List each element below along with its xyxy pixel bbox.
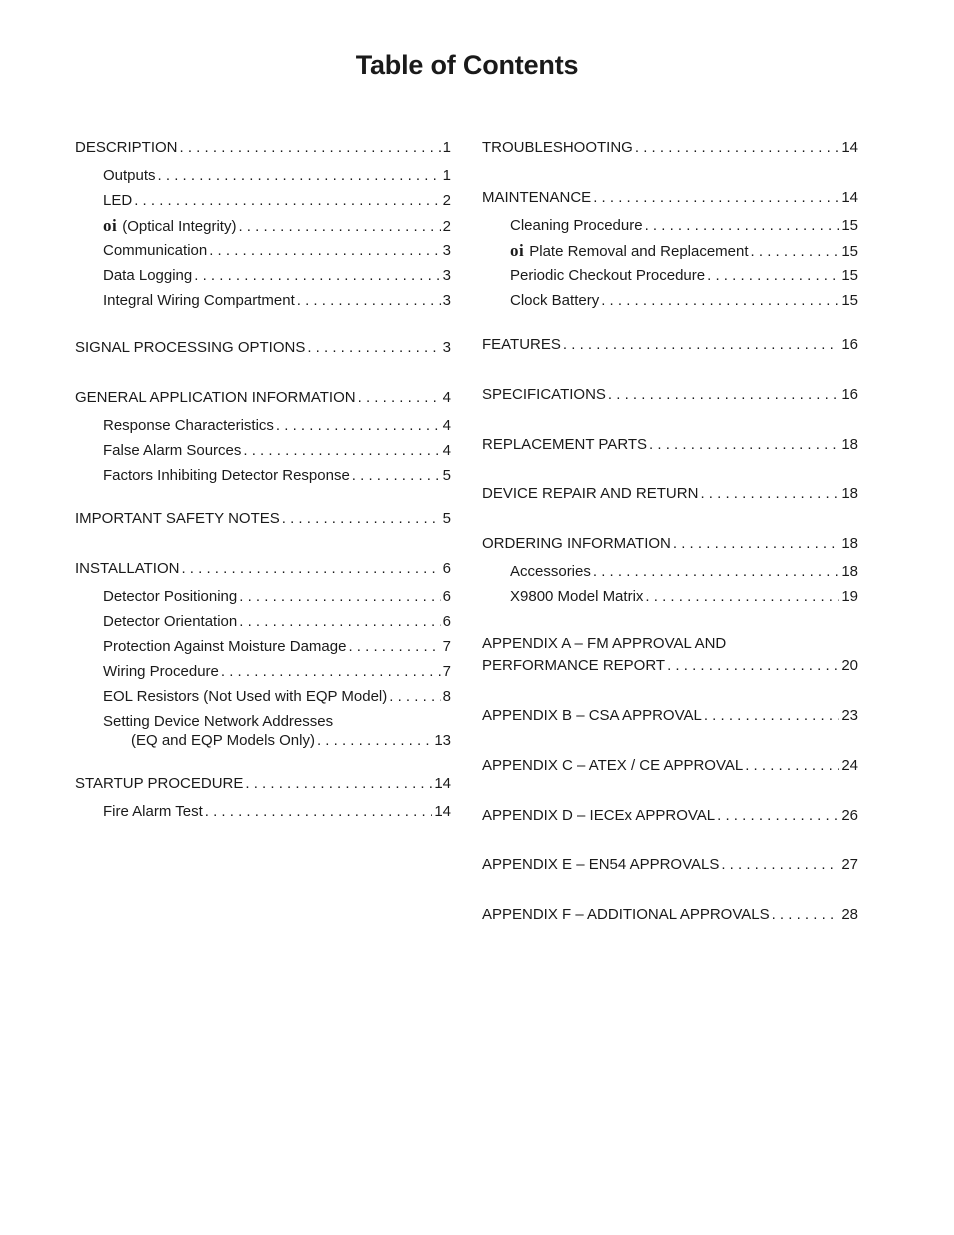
toc-entry-label: APPENDIX A – FM APPROVAL AND (482, 635, 727, 652)
toc-entry-clock-battery[interactable] (510, 291, 858, 311)
dot-leader (707, 266, 839, 286)
dot-leader (317, 731, 432, 751)
toc-entry-model-matrix[interactable] (510, 587, 858, 607)
toc-entry-appendix-c[interactable] (482, 756, 858, 776)
dot-leader (239, 587, 440, 607)
toc-entry-label: STARTUP PROCEDURE (75, 775, 244, 792)
toc-entry-label: DEVICE REPAIR AND RETURN (482, 485, 699, 502)
toc-entry-label: GENERAL APPLICATION INFORMATION (75, 389, 356, 406)
toc-entry-data-logging[interactable] (103, 266, 451, 286)
toc-entry-factors-inhibiting[interactable] (103, 466, 451, 486)
toc-entry-page: 2 (442, 218, 451, 235)
dot-leader (239, 612, 440, 632)
toc-entry-page: 3 (442, 242, 451, 259)
toc-entry-label: SIGNAL PROCESSING OPTIONS (75, 339, 306, 356)
toc-entry-periodic-checkout[interactable] (510, 266, 858, 286)
toc-entry-led[interactable] (103, 191, 451, 211)
toc-entry-description[interactable] (75, 138, 451, 158)
toc-entry-page: 15 (841, 217, 858, 234)
toc-entry-label: False Alarm Sources (103, 442, 242, 459)
toc-entry-page: 15 (841, 267, 858, 284)
dot-leader (700, 484, 839, 504)
toc-entry-label: Periodic Checkout Procedure (510, 267, 706, 284)
toc-entry-page: 16 (841, 386, 858, 403)
toc-entry-label: Protection Against Moisture Damage (103, 638, 347, 655)
toc-entry-communication[interactable] (103, 241, 451, 261)
toc-entry-network-addresses-cont[interactable] (131, 731, 451, 751)
dot-leader (751, 242, 840, 262)
dot-leader (205, 802, 433, 822)
toc-entry-label: Factors Inhibiting Detector Response (103, 467, 350, 484)
toc-entry-label: Integral Wiring Compartment (103, 292, 295, 309)
toc-entry-response-characteristics[interactable] (103, 416, 451, 436)
toc-entry-label: Communication (103, 242, 208, 259)
toc-entry-label: REPLACEMENT PARTS (482, 436, 648, 453)
toc-entry-label: Accessories (510, 563, 591, 580)
toc-entry-appendix-e[interactable] (482, 855, 858, 875)
toc-entry-wiring-procedure[interactable] (103, 662, 451, 682)
toc-entry-replacement-parts[interactable] (482, 435, 858, 455)
toc-entry-ordering-information[interactable] (482, 534, 858, 554)
toc-entry-page: 18 (841, 535, 858, 552)
toc-entry-maintenance[interactable] (482, 188, 858, 208)
toc-entry-page: 3 (442, 339, 451, 356)
dot-leader (245, 774, 432, 794)
toc-entry-appendix-f[interactable] (482, 905, 858, 925)
dot-leader (593, 188, 839, 208)
toc-entry-label: ORDERING INFORMATION (482, 535, 671, 552)
toc-entry-page: 18 (841, 436, 858, 453)
toc-entry-label: APPENDIX D – IECEx APPROVAL (482, 807, 716, 824)
toc-entry-label: Outputs (103, 167, 156, 184)
dot-leader (243, 441, 440, 461)
toc-entry-false-alarm[interactable] (103, 441, 451, 461)
toc-entry-label: INSTALLATION (75, 560, 180, 577)
toc-entry-label: APPENDIX C – ATEX / CE APPROVAL (482, 757, 744, 774)
toc-entry-label-text: Plate Removal and Replacement (529, 243, 749, 260)
toc-entry-page: 18 (841, 485, 858, 502)
toc-entry-label: Clock Battery (510, 292, 600, 309)
toc-entry-device-repair[interactable] (482, 484, 858, 504)
toc-entry-plate-removal[interactable] (510, 241, 858, 261)
oi-logo-icon: oi (103, 216, 118, 235)
toc-entry-page: 2 (442, 192, 451, 209)
toc-entry-label: (EQ and EQP Models Only) (131, 732, 315, 749)
dot-leader (704, 706, 839, 726)
dot-leader (221, 662, 441, 682)
toc-entry-page: 16 (841, 336, 858, 353)
dot-leader (717, 806, 839, 826)
toc-entry-label: FEATURES (482, 336, 561, 353)
toc-entry-page: 4 (442, 417, 451, 434)
toc-entry-network-addresses[interactable] (103, 712, 451, 732)
dot-leader (772, 905, 840, 925)
toc-entry-page: 14 (434, 803, 451, 820)
toc-entry-page: 15 (841, 292, 858, 309)
toc-entry-label: Wiring Procedure (103, 663, 219, 680)
page-title: Table of Contents (355, 50, 579, 80)
toc-entry-label (510, 241, 749, 262)
toc-entry-appendix-a[interactable] (482, 634, 858, 654)
toc-entry-page: 14 (841, 189, 858, 206)
toc-entry-label: Fire Alarm Test (103, 803, 203, 820)
dot-leader (209, 241, 440, 261)
toc-entry-page: 23 (841, 707, 858, 724)
toc-entry-general-application[interactable] (75, 388, 451, 408)
toc-entry-page: 6 (442, 588, 451, 605)
toc-entry-fire-alarm-test[interactable] (103, 802, 451, 822)
dot-leader (667, 656, 839, 676)
toc-entry-page: 19 (841, 588, 858, 605)
toc-entry-label (103, 216, 236, 237)
dot-leader (645, 216, 840, 236)
toc-entry-page: 28 (841, 906, 858, 923)
toc-entry-cleaning-procedure[interactable] (510, 216, 858, 236)
dot-leader (180, 138, 441, 158)
toc-entry-signal-processing[interactable] (75, 338, 451, 358)
toc-entry-page: 7 (442, 663, 451, 680)
toc-entry-page: 13 (434, 732, 451, 749)
toc-entry-label: Cleaning Procedure (510, 217, 643, 234)
dot-leader (297, 291, 441, 311)
toc-entry-appendix-d[interactable] (482, 806, 858, 826)
toc-entry-moisture-damage[interactable] (103, 637, 451, 657)
dot-leader (601, 291, 839, 311)
toc-entry-appendix-a-cont[interactable] (482, 656, 858, 676)
toc-entry-installation[interactable] (75, 559, 451, 579)
toc-entry-page: 3 (442, 267, 451, 284)
toc-entry-page: 14 (434, 775, 451, 792)
toc-entry-page: 8 (442, 688, 451, 705)
toc-entry-label: APPENDIX E – EN54 APPROVALS (482, 856, 720, 873)
dot-leader (134, 191, 440, 211)
toc-entry-outputs[interactable] (103, 166, 451, 186)
toc-entry-troubleshooting[interactable] (482, 138, 858, 158)
toc-entry-accessories[interactable] (510, 562, 858, 582)
toc-entry-page: 6 (442, 613, 451, 630)
toc-entry-page: 3 (442, 292, 451, 309)
toc-entry-optical-integrity[interactable] (103, 216, 451, 236)
dot-leader (158, 166, 441, 186)
toc-entry-eol-resistors[interactable] (103, 687, 451, 707)
dot-leader (608, 385, 839, 405)
toc-entry-label: APPENDIX B – CSA APPROVAL (482, 707, 702, 724)
dot-leader (352, 466, 441, 486)
toc-entry-label: DESCRIPTION (75, 139, 178, 156)
toc-entry-label: APPENDIX F – ADDITIONAL APPROVALS (482, 906, 770, 923)
toc-entry-startup-procedure[interactable] (75, 774, 451, 794)
toc-entry-page: 4 (442, 442, 451, 459)
toc-entry-page: 7 (442, 638, 451, 655)
dot-leader (389, 687, 440, 707)
toc-entry-page: 4 (442, 389, 451, 406)
dot-leader (194, 266, 440, 286)
dot-leader (645, 587, 839, 607)
dot-leader (673, 534, 839, 554)
toc-entry-page: 27 (841, 856, 858, 873)
toc-entry-label: Setting Device Network Addresses (103, 713, 334, 730)
toc-entry-detector-positioning[interactable] (103, 587, 451, 607)
toc-entry-page: 1 (442, 167, 451, 184)
toc-entry-page: 24 (841, 757, 858, 774)
toc-entry-page: 14 (841, 139, 858, 156)
toc-entry-page: 6 (442, 560, 451, 577)
toc-entry-label-text: (Optical Integrity) (122, 218, 237, 235)
dot-leader (635, 138, 839, 158)
dot-leader (282, 509, 441, 529)
toc-entry-specifications[interactable] (482, 385, 858, 405)
toc-entry-label: PERFORMANCE REPORT (482, 657, 666, 674)
toc-entry-appendix-b[interactable] (482, 706, 858, 726)
toc-entry-page: 5 (442, 510, 451, 527)
dot-leader (649, 435, 839, 455)
dot-leader (276, 416, 441, 436)
dot-leader (307, 338, 440, 358)
toc-entry-page: 1 (442, 139, 451, 156)
toc-entry-integral-wiring[interactable] (103, 291, 451, 311)
dot-leader (181, 559, 440, 579)
oi-logo-icon: oi (510, 241, 525, 260)
toc-entry-label: LED (103, 192, 133, 209)
toc-entry-page: 26 (841, 807, 858, 824)
dot-leader (593, 562, 839, 582)
toc-entry-label: TROUBLESHOOTING (482, 139, 633, 156)
toc-entry-label: EOL Resistors (Not Used with EQP Model) (103, 688, 388, 705)
toc-entry-label: Detector Orientation (103, 613, 238, 630)
dot-leader (358, 388, 441, 408)
dot-leader (238, 217, 440, 237)
toc-entry-label: SPECIFICATIONS (482, 386, 606, 403)
toc-entry-label: Detector Positioning (103, 588, 238, 605)
toc-entry-detector-orientation[interactable] (103, 612, 451, 632)
toc-entry-label: MAINTENANCE (482, 189, 592, 206)
dot-leader (563, 335, 839, 355)
toc-entry-label: X9800 Model Matrix (510, 588, 644, 605)
dot-leader (745, 756, 839, 776)
toc-entry-features[interactable] (482, 335, 858, 355)
dot-leader (721, 855, 839, 875)
toc-entry-page: 20 (841, 657, 858, 674)
toc-entry-label: IMPORTANT SAFETY NOTES (75, 510, 280, 527)
toc-entry-page: 5 (442, 467, 451, 484)
toc-entry-label: Data Logging (103, 267, 193, 284)
toc-entry-page: 18 (841, 563, 858, 580)
toc-entry-page: 15 (841, 243, 858, 260)
toc-entry-safety-notes[interactable] (75, 509, 451, 529)
toc-entry-label: Response Characteristics (103, 417, 274, 434)
dot-leader (348, 637, 440, 657)
